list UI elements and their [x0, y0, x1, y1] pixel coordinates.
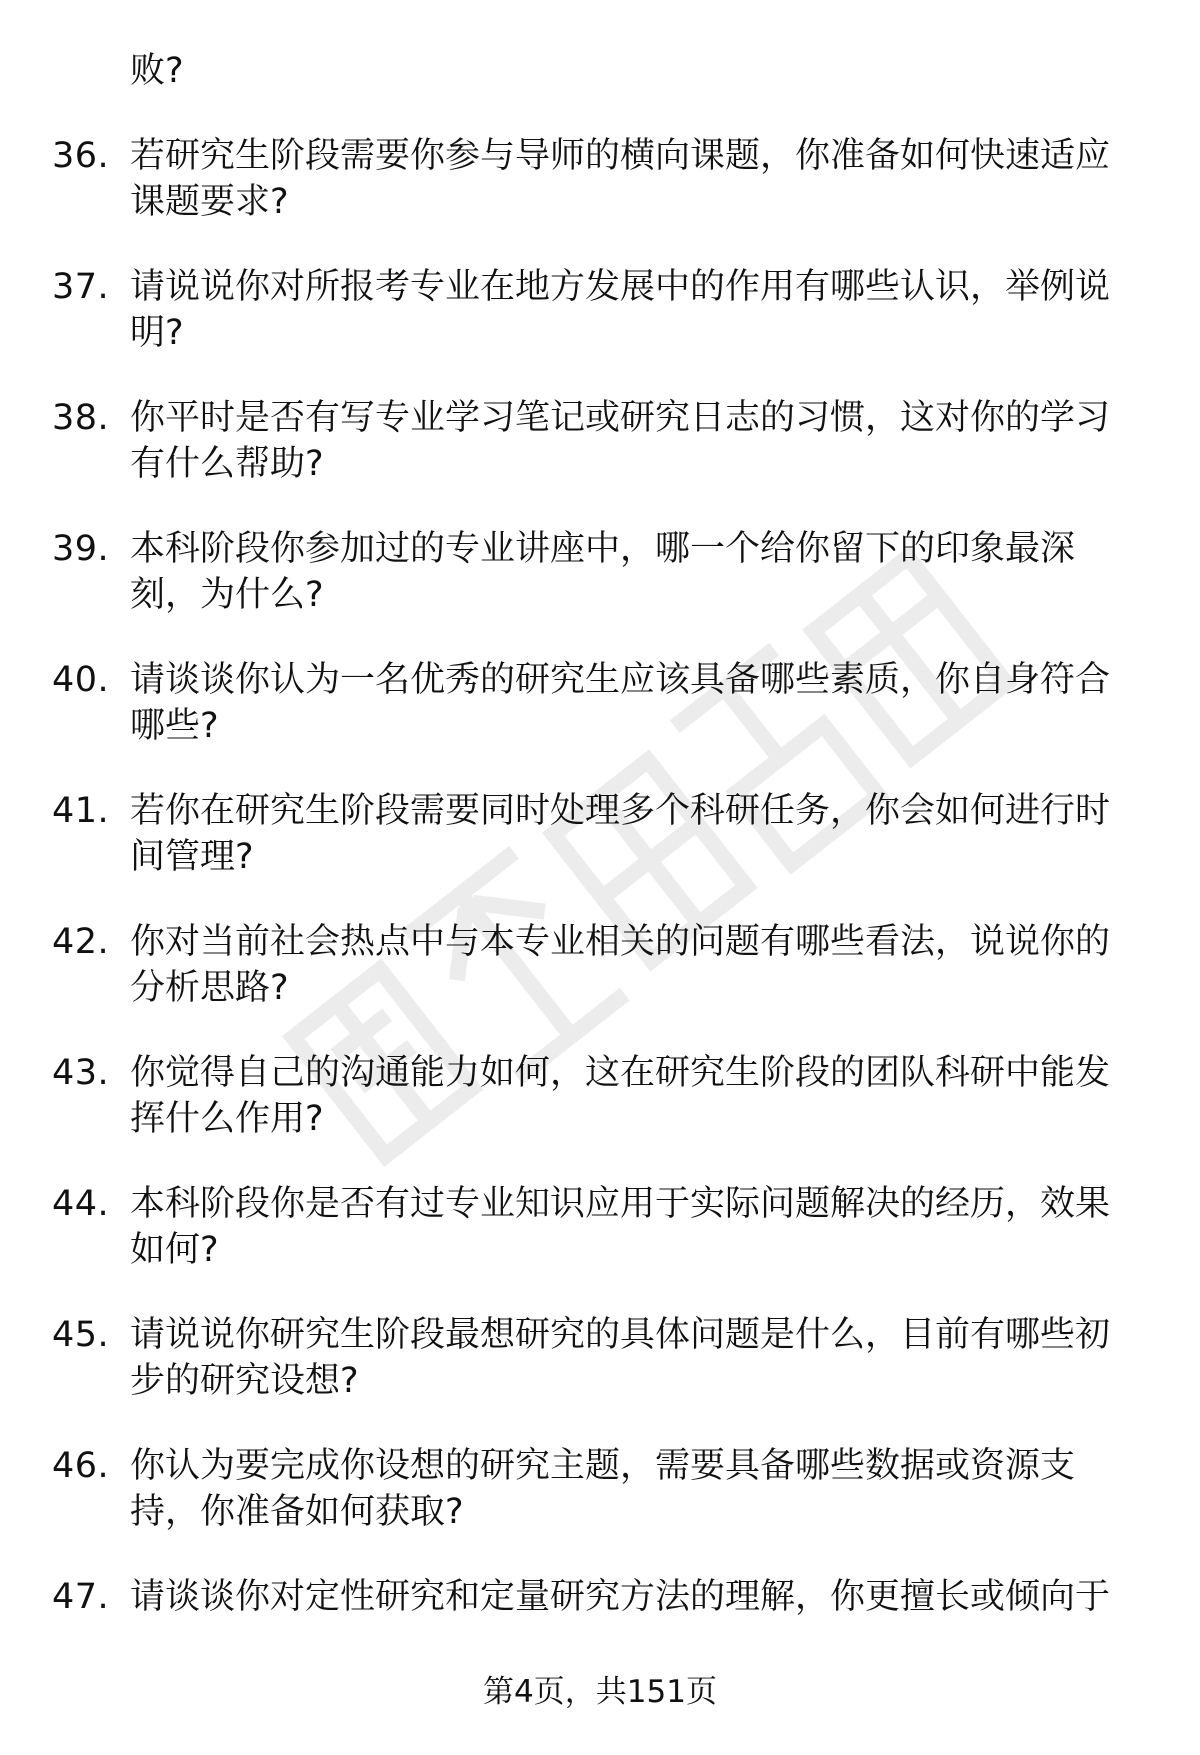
question-item	[0, 395, 1200, 487]
question-item	[0, 133, 1200, 225]
question-text-line: 分析思路?	[130, 968, 289, 1008]
question-text-line: 有什么帮助?	[130, 444, 324, 484]
question-text-line: 败?	[130, 51, 184, 91]
question-text-line: 请说说你对所报考专业在地方发展中的作用有哪些认识，举例说	[130, 267, 1111, 307]
question-number: 43.	[52, 1053, 110, 1093]
question-text-line: 刻，为什么?	[130, 575, 324, 615]
question-number: 36.	[52, 136, 110, 176]
question-item	[0, 919, 1200, 1011]
question-text-line: 你平时是否有写专业学习笔记或研究日志的习惯，这对你的学习	[130, 398, 1111, 438]
question-item	[0, 788, 1200, 880]
question-item	[0, 1181, 1200, 1273]
question-text-line: 本科阶段你参加过的专业讲座中，哪一个给你留下的印象最深	[130, 529, 1076, 569]
question-text-line: 请说说你研究生阶段最想研究的具体问题是什么，目前有哪些初	[130, 1315, 1111, 1355]
question-text-line: 步的研究设想?	[130, 1361, 359, 1401]
question-text-line: 请谈谈你对定性研究和定量研究方法的理解，你更擅长或倾向于	[130, 1577, 1111, 1617]
question-item	[0, 657, 1200, 749]
question-number: 40.	[52, 660, 110, 700]
question-number: 47.	[52, 1577, 110, 1617]
question-number: 44.	[52, 1184, 110, 1224]
question-list	[0, 48, 1200, 1659]
question-text-line: 挥什么作用?	[130, 1099, 324, 1139]
question-text-line: 课题要求?	[130, 182, 289, 222]
question-text-line: 请谈谈你认为一名优秀的研究生应该具备哪些素质，你自身符合	[130, 660, 1111, 700]
question-item	[0, 1574, 1200, 1620]
question-number: 46.	[52, 1446, 110, 1486]
question-text-line: 若研究生阶段需要你参与导师的横向课题，你准备如何快速适应	[130, 136, 1111, 176]
question-number: 41.	[52, 791, 110, 831]
question-text-line: 你对当前社会热点中与本专业相关的问题有哪些看法，说说你的	[130, 922, 1111, 962]
question-item	[0, 526, 1200, 618]
question-text-line: 若你在研究生阶段需要同时处理多个科研任务，你会如何进行时	[130, 791, 1111, 831]
question-item	[0, 1050, 1200, 1142]
question-text-line: 间管理?	[130, 837, 254, 877]
question-number: 37.	[52, 267, 110, 307]
question-item	[0, 264, 1200, 356]
question-item	[0, 1443, 1200, 1535]
question-text-line: 持，你准备如何获取?	[130, 1492, 464, 1532]
page-footer: 第4页，共151页	[483, 1674, 717, 1710]
question-text-line: 如何?	[130, 1230, 219, 1270]
question-number: 38.	[52, 398, 110, 438]
question-number: 45.	[52, 1315, 110, 1355]
question-text-line: 你觉得自己的沟通能力如何，这在研究生阶段的团队科研中能发	[130, 1053, 1111, 1093]
question-text-line: 本科阶段你是否有过专业知识应用于实际问题解决的经历，效果	[130, 1184, 1111, 1224]
question-number: 42.	[52, 922, 110, 962]
question-text-line: 明?	[130, 313, 184, 353]
question-number: 39.	[52, 529, 110, 569]
question-text-line: 哪些?	[130, 706, 219, 746]
question-item	[0, 1312, 1200, 1404]
question-text-line: 你认为要完成你设想的研究主题，需要具备哪些数据或资源支	[130, 1446, 1076, 1486]
question-continuation	[0, 48, 1200, 94]
